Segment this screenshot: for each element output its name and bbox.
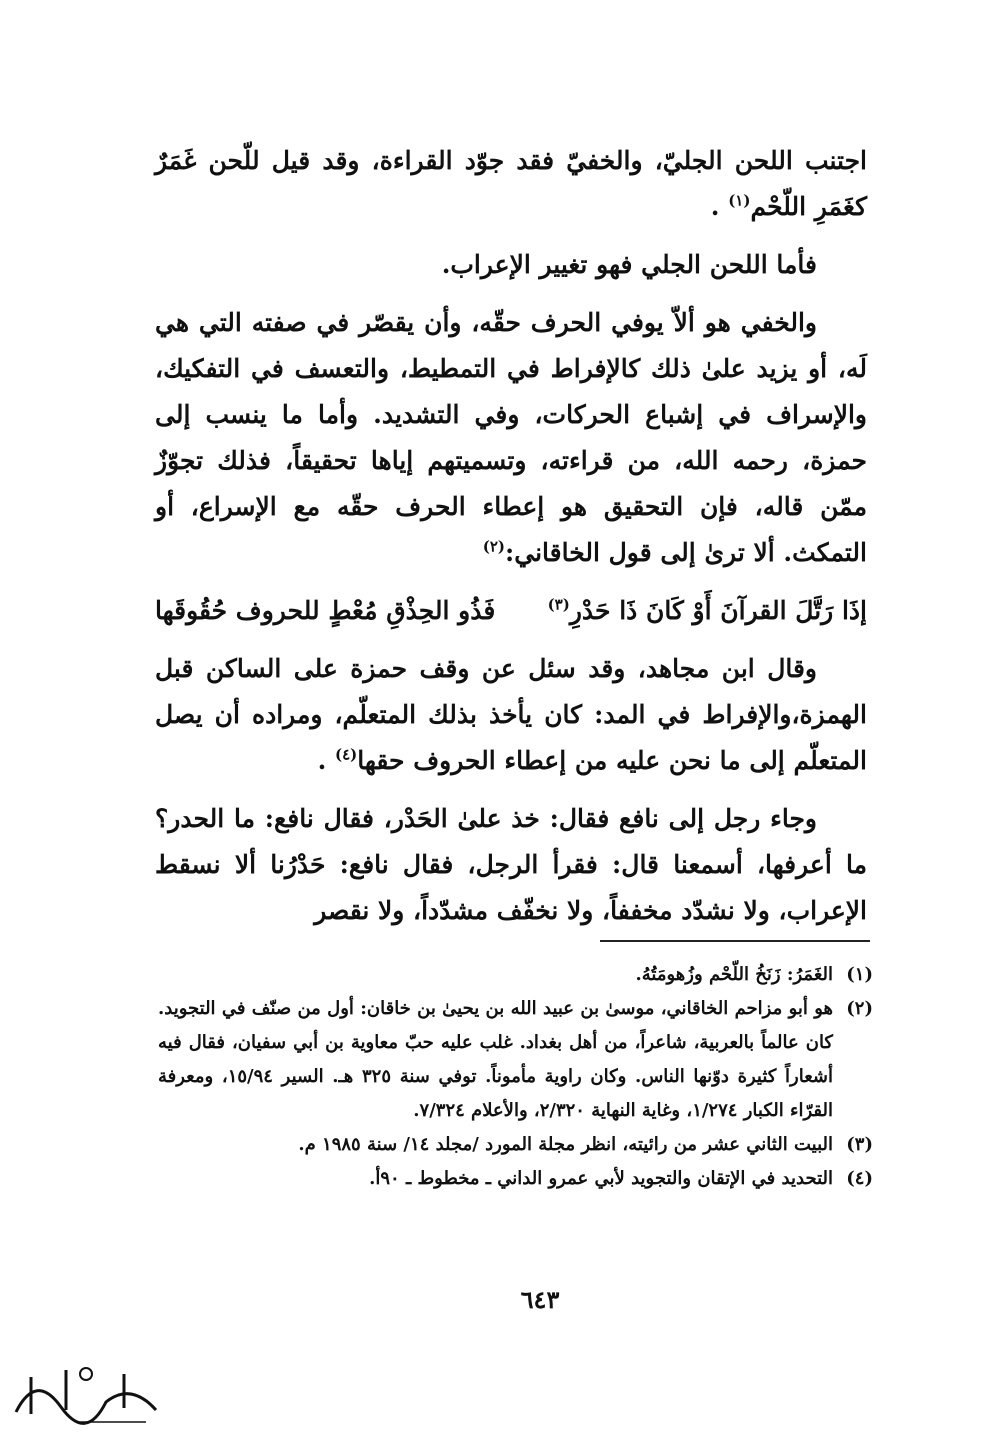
paragraph-3-text: والخفي هو ألاّ يوفي الحرف حقّه، وأن يقصّر في صفته التي هي لَه، أو يزيد علىٰ ذلك كالإفراط في التمطيط، والتعسف في التفكيك، والإسراف في إشباع الحركات، وفي التشديد. وأما ما ينسب إلى حمزة، رحمه الله، من قراءته، وتسميتهم إياها تحقيقاً، فذلك تجوّزٌ ممّن قاله، فإن التحقيق هو إعطاء الحرف حقّه مع الإسراع، أو التمكث. ألا ترىٰ إلى قول الخاقاني:	[155, 308, 867, 567]
paragraph-4	[155, 646, 867, 784]
paragraph-5: وجاء رجل إلى نافع فقال: خذ علىٰ الحَدْر، فقال نافع: ما الحدر؟ ما أعرفها، أسمعنا قال: فقرأ الرجل، فقال نافع: حَدْرُنا ألا نسقط الإعراب، ولا نشدّد مخففاً، ولا نخفّف مشدّداً، ولا نقصر	[155, 804, 867, 925]
main-text	[155, 138, 867, 946]
footnote-2-text: هو أبو مزاحم الخاقاني، موسىٰ بن عبيد الله بن يحيىٰ بن خاقان: أول من صنّف في التجويد. كان عالماً بالعربية، شاعراً، من أهل بغداد. غلب عليه حبّ معاوية بن أبي سفيان، فقال فيه أشعاراً كثيرة دوّنها الناس. وكان راوية مأموناً. توفي سنة ٣٢٥ هـ. السير ١٥/٩٤، ومعرفة القرّاء الكبار ١/٢٧٤، وغاية النهاية ٢/٣٢٠، والأعلام ٧/٣٢٤.	[158, 998, 834, 1121]
paragraph-1-text: اجتنب اللحن الجليّ، والخفيّ فقد جوّد القراءة، وقد قيل للّحن غَمَرٌ كغَمَرِ اللّحْم	[155, 146, 867, 221]
calligraphy-logo-icon	[6, 1352, 166, 1430]
footnote-separator	[600, 940, 870, 942]
paragraph-4-text: وقال ابن مجاهد، وقد سئل عن وقف حمزة على الساكن قبل الهمزة،والإفراط في المد: كان يأخذ بذلك المتعلّم، ومراده أن يصل المتعلّم إلى ما نحن عليه من إعطاء الحروف حقها	[155, 654, 867, 775]
footnote-2-number: (٢)	[846, 998, 873, 1019]
paragraph-1	[155, 138, 867, 230]
footnote-3	[158, 1128, 873, 1162]
page-number: ٦٤٣	[520, 1285, 560, 1314]
footnotes	[158, 958, 873, 1196]
footnote-4	[158, 1162, 873, 1196]
footnote-ref-2: (٢)	[482, 537, 505, 556]
footnote-ref-3: (٣)	[547, 595, 570, 614]
verse-first-hemistich	[548, 588, 867, 634]
verse-second-hemistich: فَذُو الحِذْقِ مُعْطٍ للحروف حُقُوقَها	[155, 596, 496, 625]
footnote-4-number: (٤)	[846, 1168, 873, 1189]
footnote-2	[158, 992, 873, 1128]
poetry-verse	[155, 588, 867, 634]
footnote-ref-1: (١)	[728, 191, 751, 210]
footnote-3-number: (٣)	[846, 1134, 873, 1155]
footnote-1-number: (١)	[846, 964, 873, 985]
paragraph-2: فأما اللحن الجلي فهو تغيير الإعراب.	[441, 250, 817, 279]
footnote-ref-4: (٤)	[334, 745, 358, 764]
paragraph-1-end: .	[710, 192, 729, 221]
calligraphy-logo	[6, 1352, 166, 1430]
footnote-1-text: الغَمَرُ: زَنَخُ اللّحْم وزُهومَتُهُ.	[635, 964, 833, 985]
paragraph-3	[155, 300, 867, 576]
footnote-1	[158, 958, 873, 992]
footnote-4-text: التحديد في الإتقان والتجويد لأبي عمرو الداني ـ مخطوط ـ ٩٠أ.	[369, 1168, 833, 1189]
footnote-3-text: البيت الثاني عشر من رائيته، انظر مجلة المورد /مجلد ١٤/ سنة ١٩٨٥ م.	[298, 1134, 833, 1155]
verse-first-hemistich-text: إذَا رَتَّلَ القرآنَ أَوْ كَانَ ذَا حَدْرِ	[569, 596, 867, 625]
paragraph-4-end: .	[317, 746, 335, 775]
